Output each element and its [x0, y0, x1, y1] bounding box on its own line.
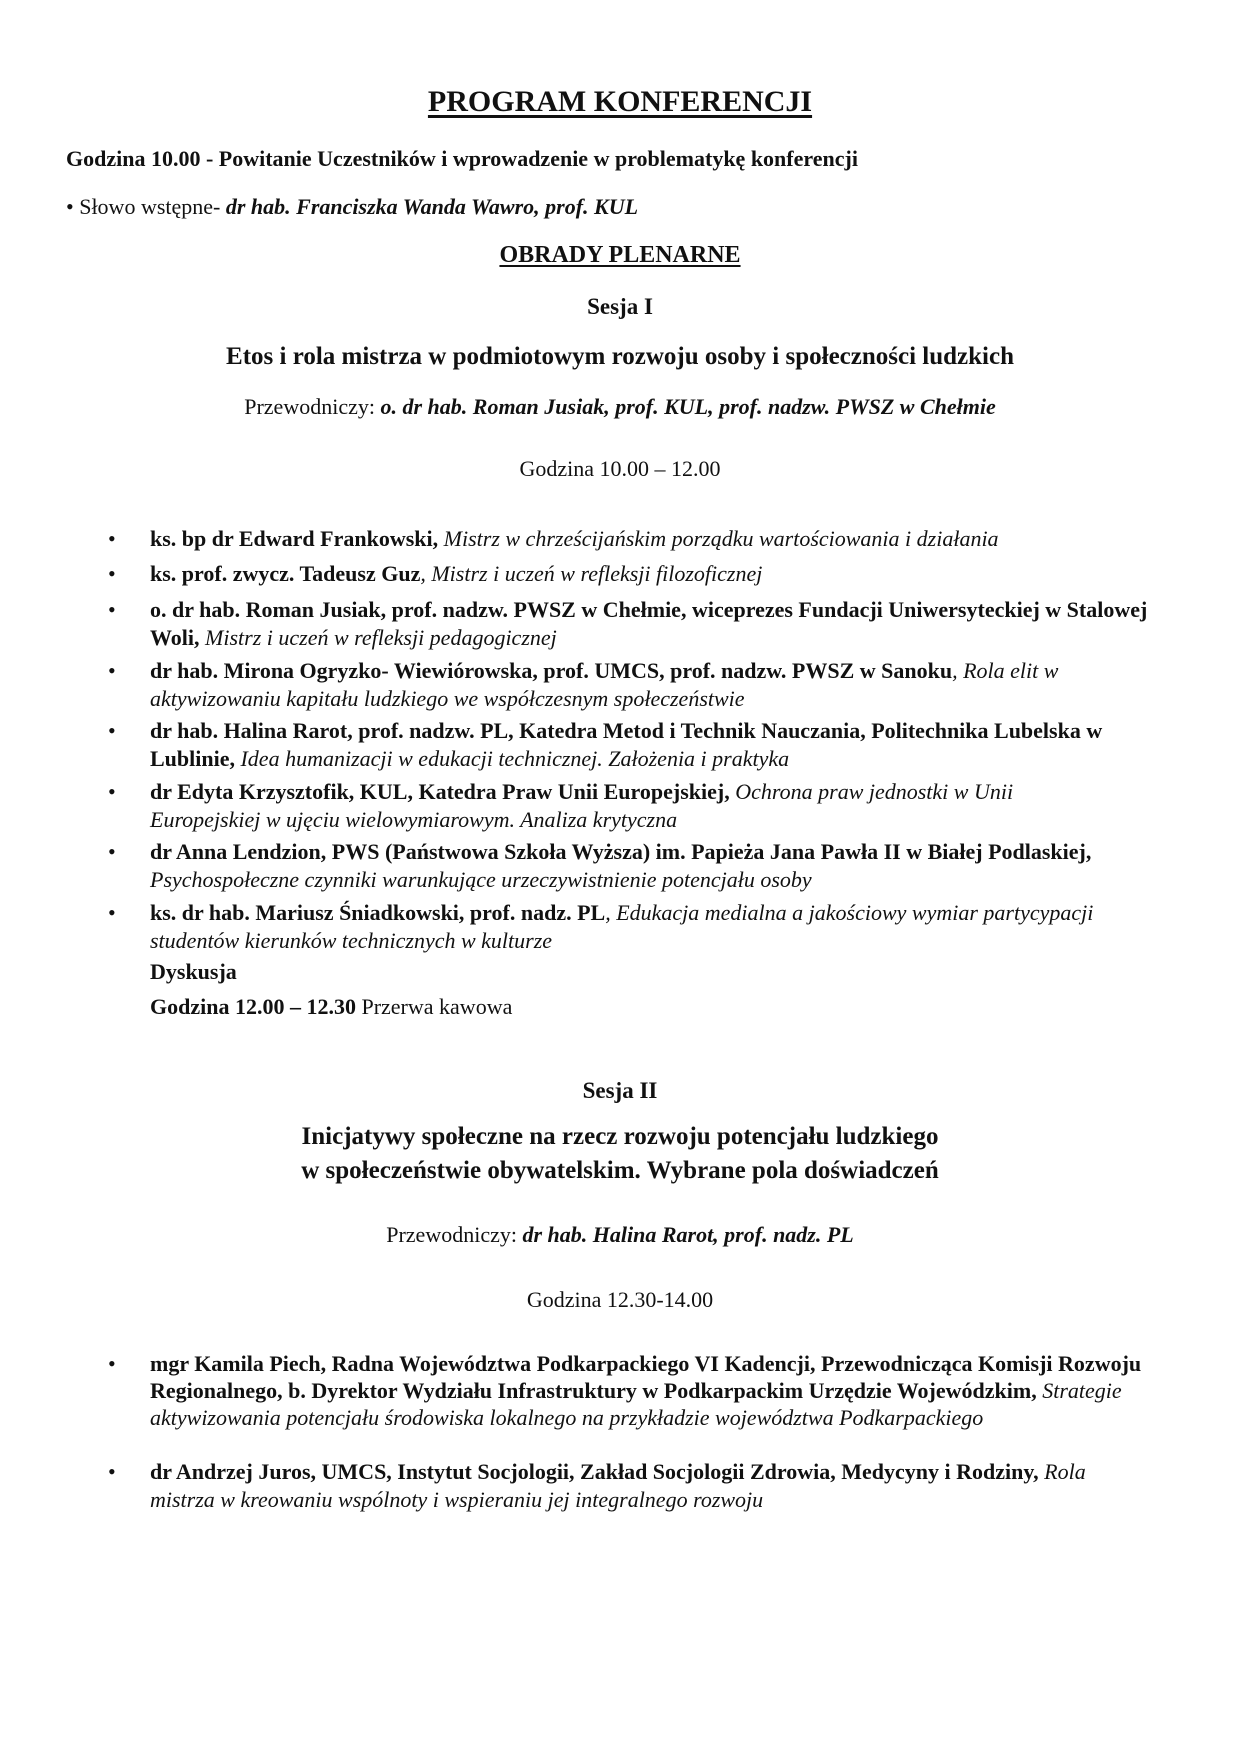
talk-speaker: dr hab. Halina Rarot, prof. nadzw. PL, Katedra Metod i Technik Nauczania, Politechnika Lubelska w Lublinie,: [150, 718, 1103, 771]
talk-title: , Rola elit w aktywizowaniu kapitału ludzkiego we współczesnym społeczeństwie: [150, 658, 1059, 711]
welcome-speaker: dr hab. Franciszka Wanda Wawro, prof. KUL: [220, 194, 639, 219]
session1-talk-5: [150, 717, 1150, 773]
session1-talk-2: [150, 560, 1190, 588]
talk-speaker: dr Anna Lendzion, PWS (Państwowa Szkoła Wyższa) im. Papieża Jana Pawła II w Białej Podlaskiej,: [150, 839, 1092, 864]
page-title: PROGRAM KONFERENCJI: [427, 85, 813, 118]
bullet-icon: •: [108, 1351, 116, 1376]
session2-chair-prefix: Przewodniczy:: [386, 1222, 523, 1247]
session1-talk-3: [150, 596, 1190, 652]
bullet-icon: •: [108, 526, 116, 551]
session1-time: Godzina 10.00 – 12.00: [519, 456, 721, 481]
welcome-line: [66, 194, 638, 220]
talk-title: Strategie aktywizowania potencjału środowiska lokalnego na przykładzie województwa Podkarpackiego: [150, 1378, 1122, 1430]
talk-title: , Edukacja medialna a jakościowy wymiar partycypacji studentów kierunków technicznych w kulturze: [150, 900, 1094, 953]
bullet-icon: •: [108, 779, 116, 804]
welcome-prefix: • Słowo wstępne-: [66, 194, 221, 219]
session1-title: Etos i rola mistrza w podmiotowym rozwoju osoby i społeczności ludzkich: [226, 343, 1014, 370]
bullet-icon: •: [108, 658, 116, 683]
session1-talk-8: [150, 899, 1150, 955]
talk-speaker: dr Edyta Krzysztofik, KUL, Katedra Praw Unii Europejskiej,: [150, 779, 730, 804]
session1-chair: o. dr hab. Roman Jusiak, prof. KUL, prof. nadzw. PWSZ w Chełmie: [380, 394, 996, 419]
bullet-icon: •: [108, 597, 116, 622]
bullet-icon: •: [108, 900, 116, 925]
session1-label: Sesja I: [587, 294, 653, 319]
talk-speaker: ks. dr hab. Mariusz Śniadkowski, prof. nadz. PL: [150, 900, 606, 925]
coffee-break-line: [150, 994, 512, 1020]
talk-title: Mistrz w chrześcijańskim porządku wartościowania i działania: [438, 526, 999, 551]
session2-title-line2: w społeczeństwie obywatelskim. Wybrane pola doświadczeń: [301, 1157, 939, 1184]
session2-chair: dr hab. Halina Rarot, prof. nadz. PL: [522, 1222, 854, 1247]
talk-title: Mistrz i uczeń w refleksji pedagogicznej: [199, 625, 557, 650]
session2-title-line1: Inicjatywy społeczne na rzecz rozwoju potencjału ludzkiego: [301, 1123, 939, 1150]
bullet-icon: •: [108, 839, 116, 864]
talk-title: Idea humanizacji w edukacji technicznej. Założenia i praktyka: [234, 746, 790, 771]
talk-title: Rola mistrza w kreowaniu wspólnoty i wspieraniu jej integralnego rozwoju: [150, 1459, 1086, 1512]
bullet-icon: •: [108, 718, 116, 743]
bullet-icon: •: [108, 561, 116, 586]
discussion-label: Dyskusja: [150, 959, 237, 984]
talk-speaker: dr hab. Mirona Ogryzko- Wiewiórowska, prof. UMCS, prof. nadzw. PWSZ w Sanoku: [150, 658, 953, 683]
session1-chair-line: [0, 394, 1240, 420]
session2-time: Godzina 12.30-14.00: [526, 1287, 714, 1312]
talk-speaker: ks. prof. zwycz. Tadeusz Guz: [150, 561, 421, 586]
session2-talk-2: [150, 1458, 1150, 1514]
session1-talk-4: [150, 657, 1150, 713]
session2-label: Sesja II: [582, 1078, 658, 1103]
talk-speaker: o. dr hab. Roman Jusiak, prof. nadzw. PWSZ w Chełmie, wiceprezes Fundacji Uniwersyteckiej w Stalowej Woli,: [150, 597, 1148, 650]
session2-talk-1: [150, 1350, 1180, 1431]
session1-talk-7: [150, 838, 1150, 894]
session1-talk-1: [150, 525, 1190, 553]
talk-title: Ochrona praw jednostki w Unii Europejskiej w ujęciu wielowymiarowym. Analiza krytyczna: [150, 779, 1014, 832]
bullet-icon: •: [108, 1459, 116, 1484]
session2-chair-line: [0, 1222, 1240, 1248]
talk-title: , Mistrz i uczeń w refleksji filozoficznej: [420, 561, 763, 586]
talk-speaker: mgr Kamila Piech, Radna Województwa Podkarpackiego VI Kadencji, Przewodnicząca Komisji Rozwoju Regionalnego, b. Dyrektor Wydziału Infrastruktury w Podkarpackim Urzędzie Wojewódzkim,: [150, 1351, 1142, 1403]
plenary-heading: OBRADY PLENARNE: [499, 242, 741, 268]
session1-talk-6: [150, 778, 1120, 834]
session1-chair-prefix: Przewodniczy:: [244, 394, 381, 419]
break-label: Przerwa kawowa: [355, 994, 513, 1019]
talk-title: Psychospołeczne czynniki warunkujące urzeczywistnienie potencjału osoby: [150, 867, 812, 892]
opening-line: Godzina 10.00 - Powitanie Uczestników i wprowadzenie w problematykę konferencji: [66, 146, 858, 171]
talk-speaker: ks. bp dr Edward Frankowski,: [150, 526, 439, 551]
break-time: Godzina 12.00 – 12.30: [150, 994, 356, 1019]
talk-speaker: dr Andrzej Juros, UMCS, Instytut Socjologii, Zakład Socjologii Zdrowia, Medycyny i Rodziny,: [150, 1459, 1039, 1484]
